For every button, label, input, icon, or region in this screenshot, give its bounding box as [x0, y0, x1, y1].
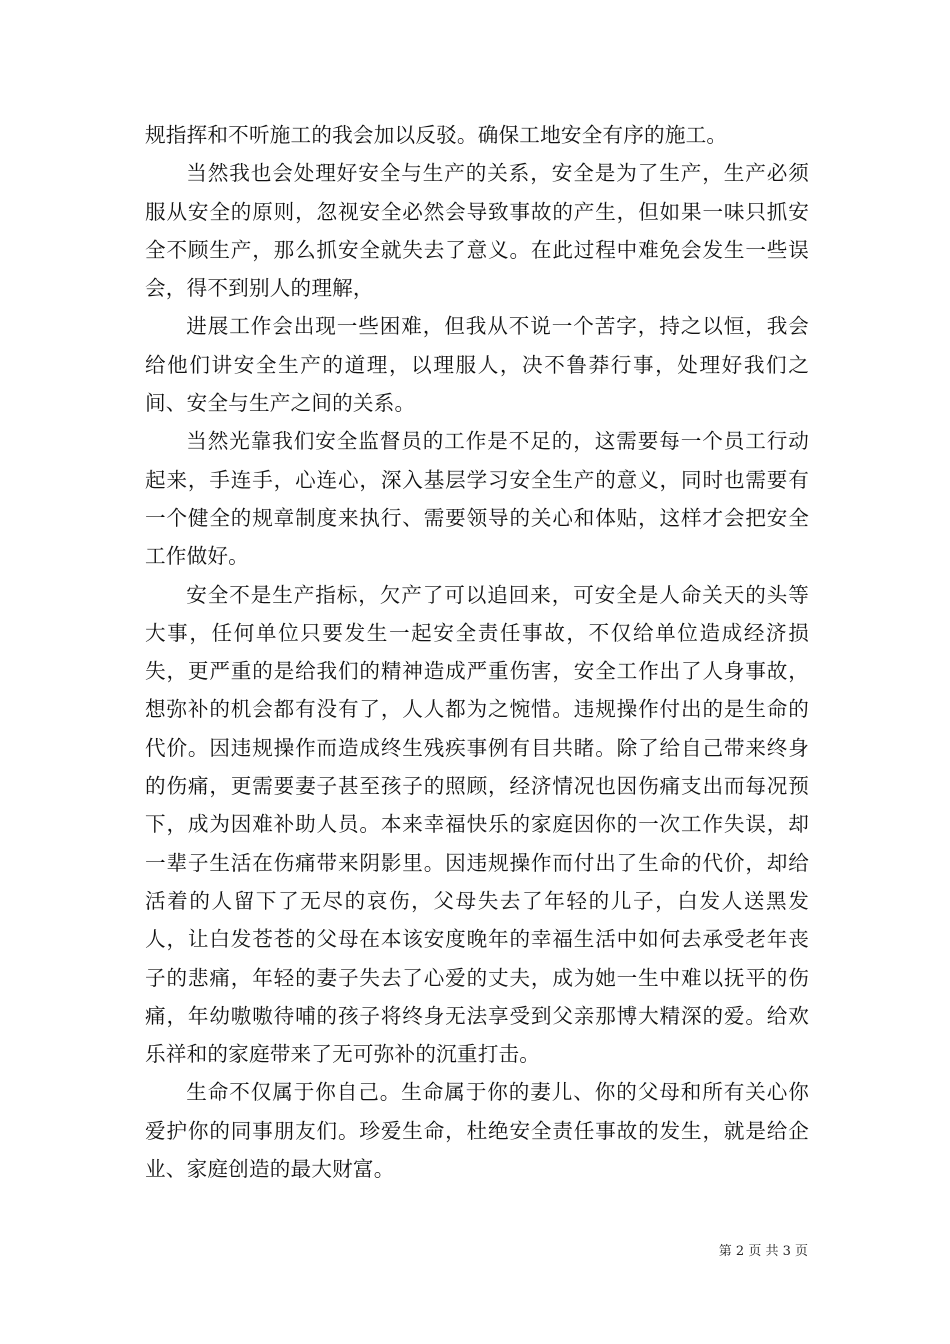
paragraph-5: 安全不是生产指标，欠产了可以追回来，可安全是人命关天的头等大事，任何单位只要发生一起安全责任事故，不仅给单位造成经济损失，更严重的是给我们的精神造成严重伤害，安全工作出了人身事故，想弥补的机会都有没有了，人人都为之惋惜。违规操作付出的是生命的代价。因违规操作而造成终生残疾事例有目共睹。除了给自己带来终身的伤痛，更需要妻子甚至孩子的照顾，经济情况也因伤痛支出而每况预下，成为因难补助人员。本来幸福快乐的家庭因你的一次工作失误，却一辈子生活在伤痛带来阴影里。因违规操作而付出了生命的代价，却给活着的人留下了无尽的哀伤，父母失去了年轻的儿子，白发人送黑发人，让白发苍苍的父母在本该安度晚年的幸福生活中如何去承受老年丧子的悲痛，年轻的妻子失去了心爱的丈夫，成为她一生中难以抚平的伤痛，年幼嗷嗷待哺的孩子将终身无法享受到父亲那博大精深的爱。给欢乐祥和的家庭带来了无可弥补的沉重打击。 [145, 582, 809, 1067]
paragraph-6: 生命不仅属于你自己。生命属于你的妻儿、你的父母和所有关心你爱护你的同事朋友们。珍爱生命，杜绝安全责任事故的发生，就是给企业、家庭创造的最大财富。 [145, 1080, 809, 1182]
page-number: 第 2 页 共 3 页 [718, 1244, 808, 1259]
paragraph-3: 进展工作会出现一些困难，但我从不说一个苦字，持之以恒，我会给他们讲安全生产的道理，以理服人，决不鲁莽行事，处理好我们之间、安全与生产之间的关系。 [145, 314, 809, 416]
paragraph-2: 当然我也会处理好安全与生产的关系，安全是为了生产，生产必须服从安全的原则，忽视安全必然会导致事故的产生，但如果一味只抓安全不顾生产，那么抓安全就失去了意义。在此过程中难免会发生一些误会，得不到别人的理解， [145, 161, 809, 301]
paragraph-1: 规指挥和不听施工的我会加以反驳。确保工地安全有序的施工。 [145, 123, 728, 147]
document-body [145, 116, 809, 1188]
paragraph-4: 当然光靠我们安全监督员的工作是不足的，这需要每一个员工行动起来，手连手，心连心，深入基层学习安全生产的意义，同时也需要有一个健全的规章制度来执行、需要领导的关心和体贴，这样才会把安全工作做好。 [145, 429, 809, 569]
